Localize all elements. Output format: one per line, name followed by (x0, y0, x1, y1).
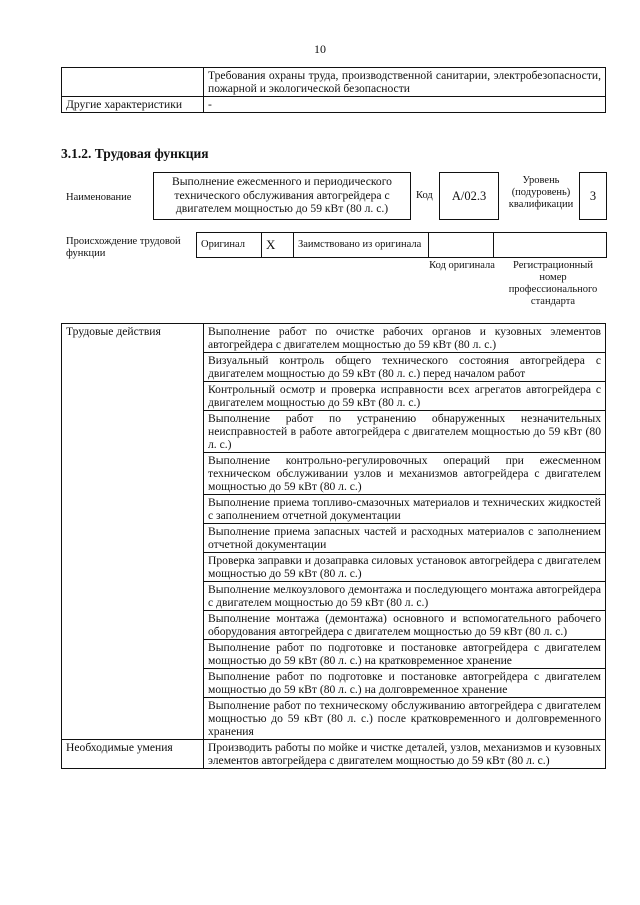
labor-action-item: Проверка заправки и дозаправка силовых установок автогрейдера с двигателем мощностью до 59 кВт (80 л. с.) (204, 553, 606, 582)
labor-function-table (61, 323, 606, 769)
code-original-label: Код оригинала (429, 260, 495, 271)
section-title: 3.1.2. Трудовая функция (61, 146, 209, 161)
original-label-cell: Оригинал (197, 233, 262, 258)
labor-action-item: Выполнение работ по подготовке и постановке автогрейдера с двигателем мощностью до 59 кВт (80 л. с.) на кратковременное хранение (204, 640, 606, 669)
row-label: Другие характеристики (62, 97, 204, 113)
labor-action-item: Выполнение приема запасных частей и расходных материалов с заполнением отчетной документации (204, 524, 606, 553)
page-number: 10 (314, 42, 326, 56)
code-original-cell (429, 233, 494, 258)
top-table (61, 67, 606, 113)
labor-action-item: Выполнение работ по техническому обслуживанию автогрейдера с двигателем мощностью до 59 кВт (80 л. с.) после кратковременного и долговременного хранения (204, 698, 606, 740)
group-label: Необходимые умения (62, 740, 204, 769)
level-value-box: 3 (579, 172, 607, 220)
table-row (62, 324, 606, 353)
labor-action-item: Выполнение мелкоузлового демонтажа и последующего монтажа автогрейдера с двигателем мощностью до 59 кВт (80 л. с.) (204, 582, 606, 611)
level-label: Уровень (подуровень) квалификации (508, 175, 574, 210)
table-row (62, 97, 606, 113)
table-row (197, 233, 607, 258)
code-value-box: A/02.3 (439, 172, 499, 220)
origin-table (196, 232, 607, 258)
labor-action-item: Выполнение монтажа (демонтажа) основного и вспомогательного рабочего оборудования автогрейдера с двигателем мощностью до 59 кВт (80 л. с.) (204, 611, 606, 640)
reg-number-cell (494, 233, 607, 258)
name-label: Наименование (66, 192, 132, 203)
code-label: Код (416, 190, 433, 201)
origin-label: Происхождение трудовой функции (66, 236, 181, 259)
labor-action-item: Выполнение приема топливо-смазочных материалов и технических жидкостей с заполнением отчетной документации (204, 495, 606, 524)
row-label (62, 68, 204, 97)
labor-action-item: Визуальный контроль общего технического состояния автогрейдера с двигателем мощностью до 59 кВт (80 л. с.) перед началом работ (204, 353, 606, 382)
labor-action-item: Выполнение контрольно-регулировочных операций при ежесменном техническом обслуживании узлов и механизмов автогрейдера с двигателем мощностью до 59 кВт (80 л. с.) (204, 453, 606, 495)
original-mark-cell: X (262, 233, 294, 258)
borrowed-label-cell: Заимствовано из оригинала (294, 233, 429, 258)
table-row (62, 68, 606, 97)
function-name-box: Выполнение ежесменного и периодического технического обслуживания автогрейдера с двигателем мощностью до 59 кВт (80 л. с.) (153, 172, 411, 220)
labor-action-item: Выполнение работ по устранению обнаруженных незначительных неисправностей в работе автогрейдера с двигателем мощностью до 59 кВт (80 л. с.) (204, 411, 606, 453)
group-label: Трудовые действия (62, 324, 204, 740)
row-value: - (204, 97, 606, 113)
reg-number-label: Регистрационный номер профессионального стандарта (508, 260, 598, 307)
labor-action-item: Контрольный осмотр и проверка исправности всех агрегатов автогрейдера с двигателем мощностью до 59 кВт (80 л. с.) (204, 382, 606, 411)
skill-item: Производить работы по мойке и чистке деталей, узлов, механизмов и кузовных элементов автогрейдера с двигателем мощностью до 59 кВт (80 л. с.) (204, 740, 606, 769)
row-value: Требования охраны труда, производственной санитарии, электробезопасности, пожарной и экологической безопасности (204, 68, 606, 97)
table-row (62, 740, 606, 769)
labor-action-item: Выполнение работ по очистке рабочих органов и кузовных элементов автогрейдера с двигателем мощностью до 59 кВт (80 л. с.) (204, 324, 606, 353)
labor-action-item: Выполнение работ по подготовке и постановке автогрейдера с двигателем мощностью до 59 кВт (80 л. с.) на долговременное хранение (204, 669, 606, 698)
